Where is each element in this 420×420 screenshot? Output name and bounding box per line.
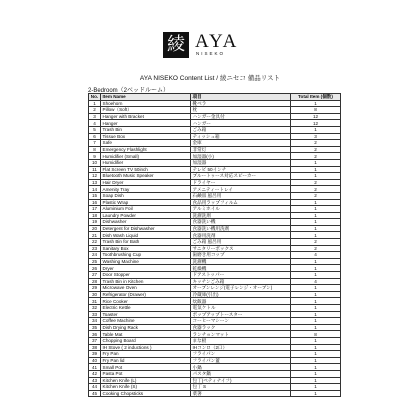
cell-total-item: 2 [291, 192, 341, 199]
cell-item-name: Chopping Board [101, 337, 191, 344]
cell-japanese-name: アルミホイル [191, 206, 291, 213]
table-row [89, 344, 341, 351]
cell-item-name: Hair Dryer [101, 179, 191, 186]
table-row [89, 100, 341, 107]
cell-item-name: Electric Kettle [101, 305, 191, 312]
table-row [89, 245, 341, 252]
table-row [89, 140, 341, 147]
cell-total-item: 8 [291, 331, 341, 338]
cell-total-item: 1 [291, 159, 341, 166]
logo-mark: 綾 [163, 32, 189, 58]
cell-item-name: Safe [101, 140, 191, 147]
cell-no: 31 [89, 298, 101, 305]
cell-item-name: Sanitary Box [101, 245, 191, 252]
cell-no: 21 [89, 232, 101, 239]
cell-japanese-name: ドライヤー [191, 179, 291, 186]
cell-japanese-name: ハンガー [191, 120, 291, 127]
cell-no: 14 [89, 186, 101, 193]
cell-japanese-name: 洗濯機 [191, 258, 291, 265]
cell-item-name: Kitchen Knife (L) [101, 377, 191, 384]
cell-total-item: 1 [291, 384, 341, 391]
cell-japanese-name: 石鹸皿 風呂用 [191, 192, 291, 199]
cell-no: 34 [89, 318, 101, 325]
cell-no: 4 [89, 120, 101, 127]
cell-item-name: Dryer [101, 265, 191, 272]
table-row [89, 192, 341, 199]
table-row [89, 107, 341, 114]
cell-no: 6 [89, 133, 101, 140]
cell-no: 11 [89, 166, 101, 173]
header-no: No. [89, 94, 101, 101]
cell-item-name: Cooking Chopsticks [101, 390, 191, 397]
cell-item-name: Emergency Flashlight [101, 146, 191, 153]
cell-no: 39 [89, 351, 101, 358]
table-row [89, 173, 341, 180]
header-japanese-name: 項目 [191, 94, 291, 101]
cell-japanese-name: コーヒーマシーン [191, 318, 291, 325]
cell-item-name: Humidifier (Small) [101, 153, 191, 160]
cell-no: 1 [89, 100, 101, 107]
cell-no: 42 [89, 370, 101, 377]
table-row [89, 337, 341, 344]
table-row [89, 239, 341, 246]
cell-no: 26 [89, 265, 101, 272]
cell-japanese-name: ごみ箱 [191, 126, 291, 133]
cell-item-name: Trash Bin for Bath [101, 239, 191, 246]
logo-name: AYA [195, 31, 239, 52]
cell-item-name: Toothbrushing Cup [101, 252, 191, 259]
table-row [89, 252, 341, 259]
table-row [89, 199, 341, 206]
cell-japanese-name: 歯磨き用コップ [191, 252, 291, 259]
cell-japanese-name: 食器ラック [191, 324, 291, 331]
cell-total-item: 1 [291, 344, 341, 351]
cell-japanese-name: 加湿器(小) [191, 153, 291, 160]
cell-item-name: Soap Dish [101, 192, 191, 199]
cell-total-item: 1 [291, 377, 341, 384]
cell-total-item: 1 [291, 219, 341, 226]
cell-total-item: 1 [291, 272, 341, 279]
cell-total-item: 2 [291, 245, 341, 252]
cell-japanese-name: ティッシュ箱 [191, 133, 291, 140]
cell-total-item: 1 [291, 311, 341, 318]
cell-total-item: 3 [291, 133, 341, 140]
table-row [89, 272, 341, 279]
cell-item-name: Tissue Box [101, 133, 191, 140]
cell-no: 23 [89, 245, 101, 252]
table-row [89, 186, 341, 193]
cell-total-item: 1 [291, 364, 341, 371]
cell-no: 19 [89, 219, 101, 226]
cell-item-name: Trash Bin [101, 126, 191, 133]
table-row [89, 153, 341, 160]
cell-japanese-name: フライパン蓋 [191, 357, 291, 364]
cell-total-item: 1 [291, 265, 341, 272]
cell-item-name: Coffee Machine [101, 318, 191, 325]
table-row [89, 370, 341, 377]
cell-item-name: Rice Cooker [101, 298, 191, 305]
cell-no: 17 [89, 206, 101, 213]
cell-japanese-name: IHコンロ（2口） [191, 344, 291, 351]
cell-total-item: 1 [291, 126, 341, 133]
cell-japanese-name: 洗濯洗剤 [191, 212, 291, 219]
cell-no: 35 [89, 324, 101, 331]
cell-item-name: Fry Pan lid [101, 357, 191, 364]
logo-text [195, 33, 238, 57]
cell-no: 32 [89, 305, 101, 312]
table-row [89, 212, 341, 219]
table-row [89, 364, 341, 371]
cell-japanese-name: まな板 [191, 337, 291, 344]
cell-item-name: Dishwasher [101, 219, 191, 226]
cell-no: 5 [89, 126, 101, 133]
cell-japanese-name: 電気ケトル [191, 305, 291, 312]
table-row [89, 351, 341, 358]
table-row [89, 225, 341, 232]
cell-japanese-name: オーブンレンジ(電子レンジ・オーブン) [191, 285, 291, 292]
logo-subtitle: NISEKO [196, 51, 226, 56]
cell-total-item: 1 [291, 100, 341, 107]
cell-item-name: Aluminium Foil [101, 206, 191, 213]
table-row [89, 318, 341, 325]
cell-item-name: Refrigerator (Drawer) [101, 291, 191, 298]
cell-total-item: 4 [291, 278, 341, 285]
cell-no: 10 [89, 159, 101, 166]
cell-item-name: Flat Screen TV 50inch [101, 166, 191, 173]
table-row [89, 390, 341, 397]
cell-japanese-name: ポップアップトースター [191, 311, 291, 318]
cell-item-name: Dish Drying Rack [101, 324, 191, 331]
cell-japanese-name: フライパン [191, 351, 291, 358]
cell-no: 20 [89, 225, 101, 232]
cell-item-name: Pillow（Soft） [101, 107, 191, 114]
table-row [89, 357, 341, 364]
table-row [89, 331, 341, 338]
table-row [89, 377, 341, 384]
cell-total-item: 12 [291, 120, 341, 127]
cell-item-name: Humidifier [101, 159, 191, 166]
cell-item-name: Washing Machine [101, 258, 191, 265]
cell-item-name: Laundry Powder [101, 212, 191, 219]
cell-total-item: 2 [291, 239, 341, 246]
cell-total-item: 12 [291, 113, 341, 120]
cell-item-name: Fry Pan [101, 351, 191, 358]
cell-total-item: 1 [291, 318, 341, 325]
cell-total-item: 1 [291, 370, 341, 377]
cell-item-name: Microwave Oven [101, 285, 191, 292]
cell-total-item: 1 [291, 291, 341, 298]
table-row [89, 324, 341, 331]
table-row [89, 179, 341, 186]
cell-total-item: 1 [291, 232, 341, 239]
table-row [89, 278, 341, 285]
document-title: AYA NISEKO Content List / 綾ニセコ 備品リスト [139, 75, 281, 82]
cell-item-name: Dish Wash Liquid [101, 232, 191, 239]
cell-total-item: 1 [291, 337, 341, 344]
cell-no: 3 [89, 113, 101, 120]
cell-total-item: 1 [291, 351, 341, 358]
cell-no: 22 [89, 239, 101, 246]
cell-no: 25 [89, 258, 101, 265]
cell-no: 18 [89, 212, 101, 219]
table-row [89, 265, 341, 272]
section-title: 2-Bedroom（2ベッドルーム） [88, 88, 170, 94]
cell-total-item: 1 [291, 206, 341, 213]
cell-total-item: 1 [291, 173, 341, 180]
cell-japanese-name: 小鍋 [191, 364, 291, 371]
cell-japanese-name: 食器洗い機 [191, 219, 291, 226]
table-row [89, 120, 341, 127]
cell-no: 30 [89, 291, 101, 298]
table-row [89, 258, 341, 265]
cell-no: 16 [89, 199, 101, 206]
cell-japanese-name: ハンガー金具付 [191, 113, 291, 120]
cell-japanese-name: アメニティートレイ [191, 186, 291, 193]
cell-no: 37 [89, 337, 101, 344]
cell-japanese-name: ごみ箱 風呂用 [191, 239, 291, 246]
table-row [89, 146, 341, 153]
cell-no: 24 [89, 252, 101, 259]
cell-japanese-name: 包丁(ペティナイフ) [191, 377, 291, 384]
cell-total-item: 2 [291, 153, 341, 160]
cell-no: 44 [89, 384, 101, 391]
cell-no: 28 [89, 278, 101, 285]
cell-total-item: 1 [291, 390, 341, 397]
cell-total-item: 2 [291, 140, 341, 147]
cell-japanese-name: 包丁 S [191, 384, 291, 391]
cell-item-name: Small Pot [101, 364, 191, 371]
cell-no: 8 [89, 146, 101, 153]
cell-no: 9 [89, 153, 101, 160]
cell-japanese-name: 加湿器 [191, 159, 291, 166]
cell-item-name: Toaster [101, 311, 191, 318]
cell-total-item: 1 [291, 305, 341, 312]
cell-total-item: 1 [291, 258, 341, 265]
table-row [89, 285, 341, 292]
cell-no: 13 [89, 179, 101, 186]
table-row [89, 113, 341, 120]
cell-no: 7 [89, 140, 101, 147]
cell-no: 36 [89, 331, 101, 338]
cell-total-item: 1 [291, 225, 341, 232]
cell-total-item: 1 [291, 285, 341, 292]
cell-japanese-name: 金庫 [191, 140, 291, 147]
cell-japanese-name: 食器洗い機用洗剤 [191, 225, 291, 232]
table-row [89, 305, 341, 312]
cell-japanese-name: 菜箸 [191, 390, 291, 397]
cell-japanese-name: ドアストッパー [191, 272, 291, 279]
table-row [89, 206, 341, 213]
cell-item-name: Table Mat [101, 331, 191, 338]
cell-item-name: IH Stove ( 2 inductions ) [101, 344, 191, 351]
cell-total-item: 2 [291, 179, 341, 186]
cell-no: 29 [89, 285, 101, 292]
cell-item-name: Bluetooth Music Speaker [101, 173, 191, 180]
cell-japanese-name: ランチョンマット [191, 331, 291, 338]
cell-total-item: 4 [291, 252, 341, 259]
table-row [89, 298, 341, 305]
cell-item-name: Shoehorn [101, 100, 191, 107]
cell-total-item: 2 [291, 186, 341, 193]
cell-japanese-name: 枕 [191, 107, 291, 114]
cell-item-name: Pasta Pot [101, 370, 191, 377]
cell-japanese-name: テレビ 50インチ [191, 166, 291, 173]
cell-no: 2 [89, 107, 101, 114]
cell-total-item: 1 [291, 166, 341, 173]
table-body [89, 100, 341, 397]
cell-japanese-name: 非常灯 [191, 146, 291, 153]
cell-no: 43 [89, 377, 101, 384]
cell-japanese-name: キッチンごみ箱 [191, 278, 291, 285]
cell-item-name: Door Stopper [101, 272, 191, 279]
aya-niseko-logo [163, 32, 238, 58]
table-row [89, 159, 341, 166]
table-row [89, 291, 341, 298]
cell-japanese-name: ブルートゥース対応スピーカー [191, 173, 291, 180]
cell-total-item: 1 [291, 324, 341, 331]
cell-total-item: 2 [291, 146, 341, 153]
cell-total-item: 1 [291, 298, 341, 305]
table-row [89, 384, 341, 391]
cell-item-name: Amenity Tray [101, 186, 191, 193]
cell-total-item: 1 [291, 199, 341, 206]
cell-item-name: Kitchen Knife (S) [101, 384, 191, 391]
cell-no: 45 [89, 390, 101, 397]
cell-item-name: Trash Bin in Kitchen [101, 278, 191, 285]
cell-item-name: Detergent for Dishwasher [101, 225, 191, 232]
cell-no: 41 [89, 364, 101, 371]
table-row [89, 219, 341, 226]
cell-total-item: 8 [291, 107, 341, 114]
table-row [89, 166, 341, 173]
cell-japanese-name: 食器用洗剤 [191, 232, 291, 239]
content-list-table [88, 93, 341, 397]
table-header-row [89, 94, 341, 101]
cell-japanese-name: サニタリーボックス [191, 245, 291, 252]
table-row [89, 126, 341, 133]
cell-japanese-name: 炊飯器 [191, 298, 291, 305]
cell-japanese-name: 靴ベラ [191, 100, 291, 107]
cell-item-name: Hanger [101, 120, 191, 127]
cell-japanese-name: 乾燥機 [191, 265, 291, 272]
cell-no: 38 [89, 344, 101, 351]
cell-total-item: 1 [291, 357, 341, 364]
cell-no: 40 [89, 357, 101, 364]
header-item-name: Item Name [101, 94, 191, 101]
cell-item-name: Hanger with Bracket [101, 113, 191, 120]
cell-japanese-name: 冷蔵庫(引出) [191, 291, 291, 298]
cell-item-name: Plastic Wrap [101, 199, 191, 206]
cell-no: 15 [89, 192, 101, 199]
cell-total-item: 1 [291, 212, 341, 219]
cell-no: 33 [89, 311, 101, 318]
table-row [89, 232, 341, 239]
cell-japanese-name: パスタ鍋 [191, 370, 291, 377]
header-total-item: Total Item (個数) [291, 94, 341, 101]
cell-no: 27 [89, 272, 101, 279]
cell-no: 12 [89, 173, 101, 180]
cell-japanese-name: 食品用ラップフィルム [191, 199, 291, 206]
table-row [89, 133, 341, 140]
table-row [89, 311, 341, 318]
